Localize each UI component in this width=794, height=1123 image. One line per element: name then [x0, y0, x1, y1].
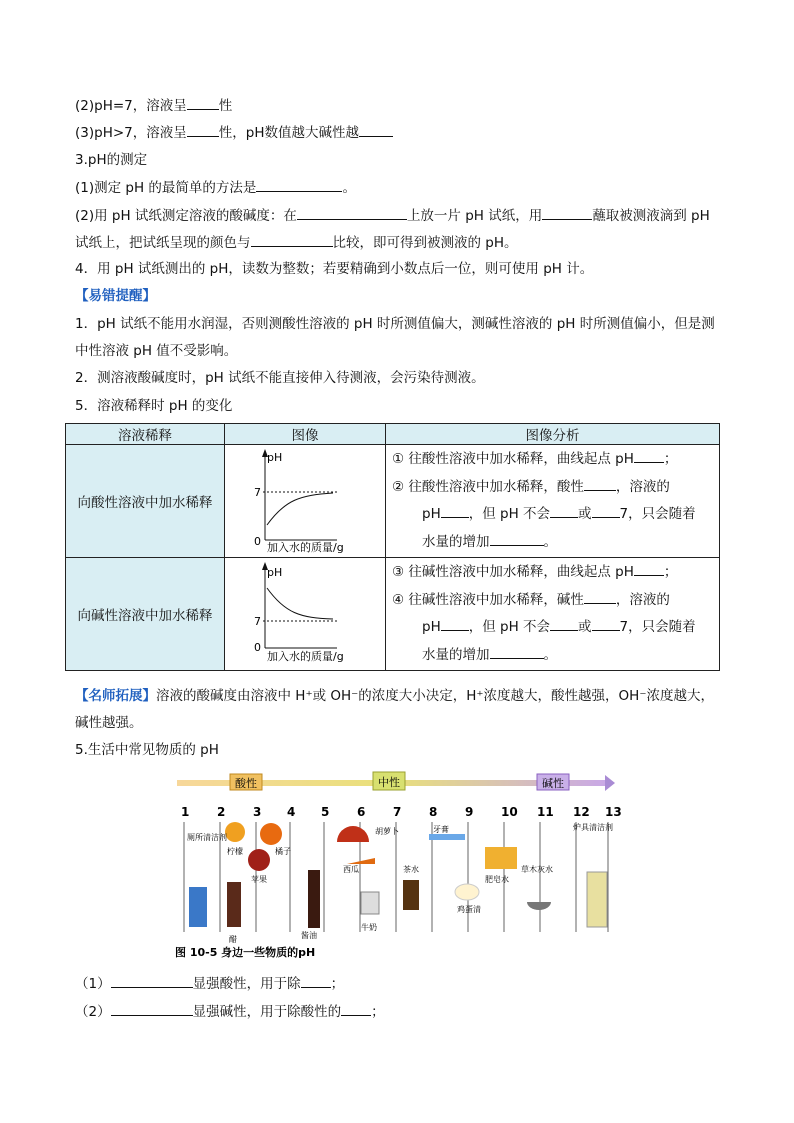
- line-ph-meter: 4．用 pH 试纸测出的 pH，读数为整数；若要精确到小数点后一位，则可使用 pH 计。: [75, 261, 594, 277]
- item-label: 厕所清洁剂: [187, 833, 227, 842]
- graph-xlabel: 加入水的质量/g: [267, 541, 344, 554]
- ph-number-5: 5: [321, 805, 330, 819]
- acid-label: 酸性: [235, 777, 257, 790]
- table-row-acid: [66, 445, 720, 558]
- ph-number-8: 8: [429, 805, 438, 819]
- item-label: 西瓜: [343, 865, 359, 874]
- dilution-table: [65, 423, 720, 671]
- ph-number-13: 13: [605, 805, 622, 819]
- item-label: 苹果: [251, 875, 267, 884]
- acid-dilution-graph: [225, 445, 385, 553]
- ph-number-1: 1: [181, 805, 190, 819]
- item-label: 牙膏: [433, 825, 449, 834]
- item-label: 草木灰水: [521, 865, 553, 874]
- item-label: 牛奶: [361, 923, 377, 932]
- col-dilution: 溶液稀释: [66, 424, 225, 445]
- line-test-paper-1: (2)用 pH 试纸测定溶液的酸碱度：在 上放一片 pH 试纸，用 蘸取被测液滴到 pH: [75, 205, 710, 226]
- item-label: 茶水: [403, 865, 419, 874]
- figure-caption: 图 10-5 身边一些物质的pH: [175, 946, 316, 959]
- line-test-paper-2: 试纸上，把试纸呈现的颜色与 比较，即可得到被测液的 pH。: [75, 232, 518, 253]
- line-simplest-method: (1)测定 pH 的最简单的方法是 。: [75, 177, 356, 198]
- item-label: 肥皂水: [485, 875, 509, 884]
- section-dilution: 5．溶液稀释时 pH 的变化: [75, 398, 233, 414]
- item-label: 酱油: [301, 931, 317, 940]
- error-reminder-tag: 【易错提醒】: [75, 288, 156, 304]
- graph-ylabel: pH: [267, 451, 283, 464]
- line-ph7: (2)pH=7，溶液呈 性: [75, 95, 232, 116]
- analysis-acid: ① 往酸性溶液中加水稀释，曲线起点 pH ； ② 往酸性溶液中加水稀释，酸性 ，溶液的 pH ，但 pH 不会 或 7，只会随着 水量的增加 。: [386, 445, 720, 558]
- item-label: 醋: [229, 935, 237, 944]
- item-label: 橘子: [275, 847, 291, 856]
- ph-number-4: 4: [287, 805, 296, 819]
- ph-scale-illustration: [175, 772, 622, 962]
- item-label: 鸡蛋清: [457, 905, 481, 914]
- graph-acid: [225, 445, 386, 558]
- ph-number-10: 10: [501, 805, 518, 819]
- item-label: 胡萝卜: [375, 827, 399, 836]
- line-reminder-2: 2．测溶液酸碱度时，pH 试纸不能直接伸入待测液，会污染待测液。: [75, 370, 485, 386]
- ph-figure: [175, 772, 622, 962]
- line-ph-gt7: (3)pH>7，溶液呈 性，pH数值越大碱性越: [75, 122, 393, 143]
- ph-number-12: 12: [573, 805, 590, 819]
- section-daily-ph: 5.生活中常见物质的 pH: [75, 742, 219, 758]
- graph-seven: 7: [254, 486, 261, 499]
- table-row-base: [66, 558, 720, 671]
- item-label: 炉具清洁剂: [573, 823, 613, 832]
- ph-number-9: 9: [465, 805, 474, 819]
- col-graph: 图像: [225, 424, 386, 445]
- ph-number-3: 3: [253, 805, 262, 819]
- ph-number-7: 7: [393, 805, 402, 819]
- neutral-label: 中性: [378, 776, 400, 789]
- analysis-base: ③ 往碱性溶液中加水稀释，曲线起点 pH ； ④ 往碱性溶液中加水稀释，碱性 ，溶液的 pH ，但 pH 不会 或 7，只会随着 水量的增加 。: [386, 558, 720, 671]
- line-reminder-1: 1．pH 试纸不能用水润湿，否则测酸性溶液的 pH 时所测值偏大，测碱性溶液的 pH 时所测值偏小，但是测: [75, 316, 715, 332]
- question-1: （1） 显强酸性，用于除 ；: [75, 973, 344, 994]
- ph-number-11: 11: [537, 805, 554, 819]
- section-ph-measure: 3.pH的测定: [75, 152, 148, 168]
- graph-xlabel: 加入水的质量/g: [267, 650, 344, 663]
- question-2: （2） 显强碱性，用于除酸性的 ；: [75, 1001, 385, 1022]
- line-reminder-1b: 中性溶液 pH 值不受影响。: [75, 343, 238, 359]
- item-label: 柠檬: [227, 847, 243, 856]
- teacher-expand-2: 碱性越强。: [75, 715, 143, 731]
- ph-number-6: 6: [357, 805, 366, 819]
- graph-base: [225, 558, 386, 671]
- row-label-base: 向碱性溶液中加水稀释: [66, 558, 225, 671]
- col-analysis: 图像分析: [386, 424, 720, 445]
- graph-ylabel: pH: [267, 566, 283, 579]
- base-label: 碱性: [542, 777, 564, 790]
- teacher-expand: 【名师拓展】溶液的酸碱度由溶液中 H⁺或 OH⁻的浓度大小决定，H⁺浓度越大，酸性越强，OH⁻浓度越大，: [75, 688, 714, 704]
- graph-origin: 0: [254, 641, 261, 654]
- base-dilution-graph: [225, 558, 385, 666]
- ph-number-2: 2: [217, 805, 226, 819]
- graph-origin: 0: [254, 535, 261, 548]
- graph-seven: 7: [254, 615, 261, 628]
- table-header-row: [66, 424, 720, 445]
- expand-tag: 【名师拓展】: [75, 688, 156, 704]
- row-label-acid: 向酸性溶液中加水稀释: [66, 445, 225, 558]
